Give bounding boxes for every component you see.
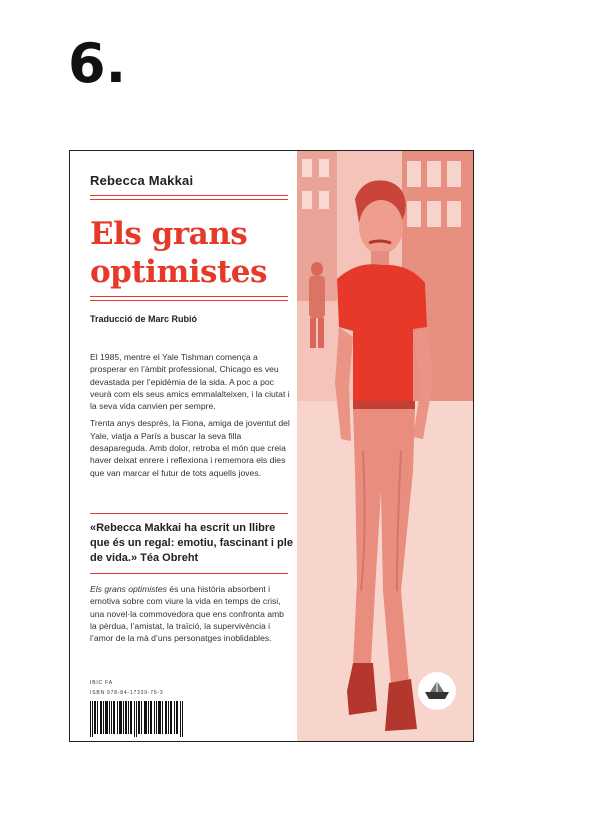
translator-credit: Traducció de Marc Rubió	[90, 314, 198, 324]
paper-boat-icon	[418, 672, 456, 710]
synopsis-paragraph-2: Trenta anys després, la Fiona, amiga de joventut del Yale, viatja a París a buscar la seva filla desapareguda. Amb dolor, retroba el món que creia haver deixat enrere i reflexiona i rememora els dies que van marcar el futur de tots aquells joves.	[90, 418, 290, 478]
title-rule-bottom	[90, 296, 288, 297]
barcode	[90, 701, 184, 737]
quote-rule-top	[90, 513, 288, 514]
book-title-line-2: optimistes	[90, 254, 267, 290]
cover-photo	[297, 151, 473, 741]
blurb-quote: «Rebecca Makkai ha escrit un llibre que és un regal: emotiu, fascinant i ple de vida.» Téa Obreht	[90, 522, 293, 564]
title-rule-bottom-thin	[90, 300, 288, 301]
synopsis	[90, 351, 290, 484]
cover-photo-illustration	[297, 151, 473, 741]
closing-book-title: Els grans optimistes	[90, 584, 167, 594]
synopsis-paragraph-1: El 1985, mentre el Yale Tishman comença a prosperar en l’àmbit professional, Chicago es veu devastada per l’epidèmia de la sida. A poc a poc veurà com els seus amics emmalalteixen, i la ciutat i la seva vida canvien per sempre.	[90, 352, 290, 412]
closing-paragraph	[90, 583, 290, 644]
title-rule-top-thin	[90, 199, 288, 200]
cover-text-column	[70, 151, 297, 741]
closing-text: és una història absorbent i emotiva sobre com viure la vida en temps de crisi, una novel·la commovedora que ens confronta amb la pèrdua, l’amistat, la traïció, la supervivència i l’amor de la mà d’uns personatges inoblidables.	[90, 584, 284, 644]
author-name: Rebecca Makkai	[90, 173, 194, 188]
isbn-number: ISBN 978-84-17339-75-3	[90, 690, 164, 696]
quote-rule-bottom	[90, 573, 288, 574]
title-rule-top	[90, 195, 288, 196]
page-number: 6.	[68, 32, 127, 95]
book-title-line-1: Els grans	[90, 216, 248, 252]
book-back-cover	[69, 150, 474, 742]
ibic-code: IBIC FA	[90, 680, 113, 686]
